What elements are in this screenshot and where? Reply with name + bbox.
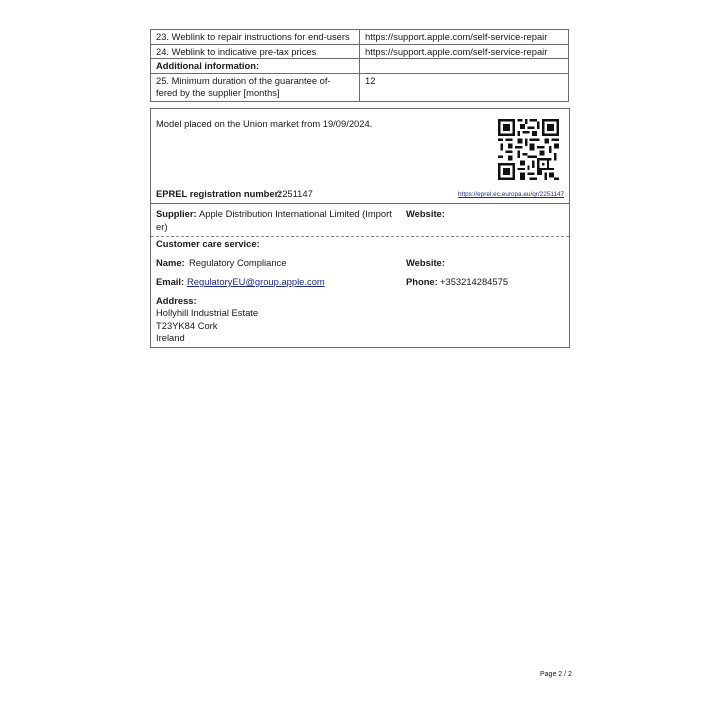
address-label: Address: — [156, 295, 197, 306]
name-label: Name: — [156, 257, 185, 268]
table-row — [151, 30, 569, 45]
eprel-link[interactable]: https://eprel.ec.europa.eu/qr/2251147 — [458, 191, 565, 198]
table-cell-value: https://support.apple.com/self-service-repair — [360, 30, 569, 45]
guarantee-label-line2: fered by the supplier [months] — [156, 87, 280, 98]
product-info-table — [150, 29, 569, 102]
supplier-website-label: Website: — [406, 208, 445, 219]
table-section-header-row — [151, 59, 569, 74]
name-value: Regulatory Compliance — [189, 257, 287, 268]
table-cell-value: 12 — [360, 73, 569, 101]
supplier-label: Supplier: — [156, 208, 197, 219]
page-number: Page 2 / 2 — [540, 671, 572, 678]
table-row — [151, 73, 569, 101]
email-link[interactable]: RegulatoryEU@group.apple.com — [187, 276, 325, 287]
address-line: T23YK84 Cork — [156, 320, 218, 331]
table-cell-label: 24. Weblink to indicative pre-tax prices — [151, 44, 360, 59]
eprel-registration-number: 2251147 — [277, 188, 313, 199]
supplier-value-line1: Apple Distribution International Limited (Import — [199, 208, 392, 219]
eprel-registration-label: EPREL registration number: — [156, 188, 282, 199]
supplier-value-line2: er) — [156, 220, 168, 232]
customer-care-website-label: Website: — [406, 257, 445, 268]
table-row — [151, 44, 569, 59]
divider — [151, 203, 569, 204]
address-line: Ireland — [156, 332, 185, 343]
model-placed-text: Model placed on the Union market from 19/09/2024. — [156, 118, 373, 129]
email-label: Email: — [156, 276, 185, 287]
table-cell-label — [151, 73, 360, 101]
table-cell-value: https://support.apple.com/self-service-repair — [360, 44, 569, 59]
qr-code-icon[interactable] — [498, 119, 559, 180]
section-header: Additional information: — [151, 59, 360, 74]
table-cell-label: 23. Weblink to repair instructions for end-users — [151, 30, 360, 45]
guarantee-label-line1: 25. Minimum duration of the guarantee of- — [156, 74, 331, 86]
supplier-info-box — [150, 108, 570, 348]
customer-care-heading: Customer care service: — [156, 238, 260, 249]
table-cell-empty — [360, 59, 569, 74]
dashed-divider — [151, 236, 569, 237]
phone-value: +353214284575 — [440, 276, 509, 287]
address-line: Hollyhill Industrial Estate — [156, 307, 259, 318]
phone-label: Phone: — [406, 276, 438, 287]
